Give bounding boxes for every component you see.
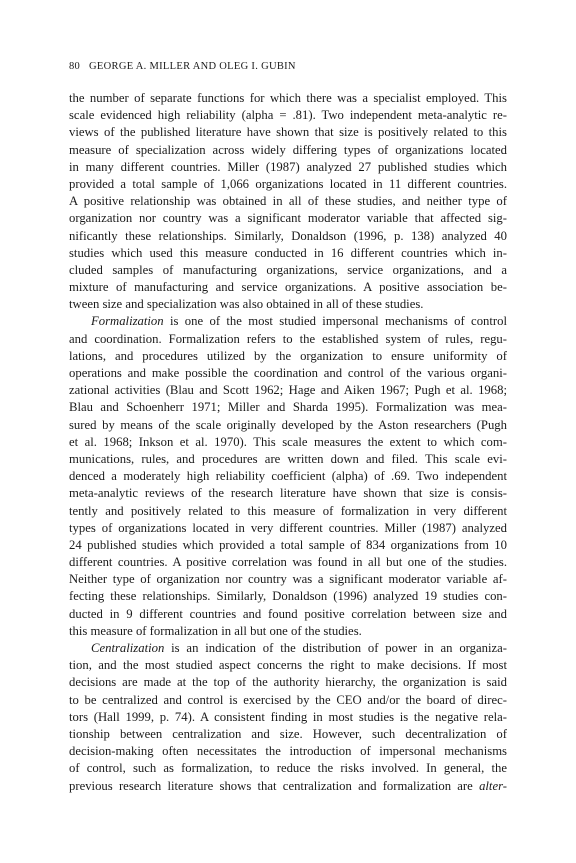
text-line xyxy=(69,348,507,365)
line-text: views of the published literature have shown that size is positively related to this xyxy=(69,125,507,140)
text-line xyxy=(69,726,507,743)
text-line xyxy=(69,537,507,554)
text-line xyxy=(69,554,507,571)
line-text: in many different countries. Miller (1987) analyzed 27 published studies which xyxy=(69,159,507,174)
line-text: is an indication of the distribution of power in an organiza- xyxy=(164,641,507,655)
text-line xyxy=(69,210,507,227)
text-line xyxy=(69,468,507,485)
text-line xyxy=(69,485,507,502)
line-text: cluded samples of manufacturing organizations, service organizations, and a xyxy=(69,262,507,277)
text-line xyxy=(69,228,507,245)
line-text: decisions are made at the top of the authority hierarchy, the organization is said xyxy=(69,675,507,690)
line-text: tionship between centralization and size. However, such decentralization of xyxy=(69,726,507,741)
line-text: tion, and the most studied aspect concerns the right to make decisions. If most xyxy=(69,658,507,673)
text-line xyxy=(69,743,507,760)
line-text: and coordination. Formalization refers to the established system of rules, regu- xyxy=(69,331,507,346)
text-line xyxy=(69,365,507,382)
text-line xyxy=(69,709,507,726)
line-text: of control, such as formalization, to reduce the risks involved. In general, the xyxy=(69,761,507,776)
text-line xyxy=(69,124,507,141)
line-text: scale evidenced high reliability (alpha = .81). Two independent meta-analytic re- xyxy=(69,108,507,123)
text-line xyxy=(69,571,507,588)
text-line xyxy=(69,245,507,262)
line-text: measure of specialization across widely differing types of organizations located xyxy=(69,142,507,157)
text-line xyxy=(69,674,507,691)
text-line xyxy=(69,382,507,399)
text-line xyxy=(69,296,507,313)
line-text: meta-analytic reviews of the research literature have shown that size is consis- xyxy=(69,486,507,501)
text-line xyxy=(69,657,507,674)
line-text: et al. 1968; Inkson et al. 1970). This scale measures the extent to which com- xyxy=(69,434,507,449)
text-line xyxy=(69,399,507,416)
line-text: zational activities (Blau and Scott 1962; Hage and Aiken 1967; Pugh et al. 1968; xyxy=(69,383,507,398)
line-text: tently and positively related to this measure of formalization in very different xyxy=(69,503,507,518)
line-text: previous research literature shows that centralization and formalization are xyxy=(69,778,480,793)
line-text: tors (Hall 1999, p. 74). A consistent finding in most studies is the negative rela- xyxy=(69,709,507,724)
running-head xyxy=(69,61,296,72)
line-text: nificantly these relationships. Similarly, Donaldson (1996, p. 138) analyzed 40 xyxy=(69,228,507,243)
italic-term: Formalization xyxy=(91,314,164,329)
line-text: is one of the most studied impersonal mechanisms of control xyxy=(163,314,507,329)
text-line xyxy=(69,279,507,296)
line-text: Blau and Schoenherr 1971; Miller and Sharda 1995). Formalization was mea- xyxy=(69,400,507,415)
text-line xyxy=(69,503,507,520)
line-text: the number of separate functions for which there was a specialist employed. This xyxy=(69,91,507,105)
line-text: ducted in 9 different countries and found positive correlation between size and xyxy=(69,606,507,621)
text-line xyxy=(69,313,507,330)
text-line xyxy=(69,606,507,623)
text-line xyxy=(69,434,507,451)
body-text xyxy=(69,90,507,795)
line-text: sured by means of the scale originally developed by the Aston researchers (Pugh xyxy=(69,417,507,432)
text-line xyxy=(69,451,507,468)
text-line xyxy=(69,760,507,777)
page-number: 80 xyxy=(69,61,81,72)
line-text: operations and make possible the coordination and control of the various organi- xyxy=(69,366,507,380)
line-text: different countries. A positive correlation was found in all but one of the studies. xyxy=(69,555,507,570)
line-text: types of organizations located in very different countries. Miller (1987) analyzed xyxy=(69,520,507,535)
line-text: tween size and specialization was also obtained in all of these studies. xyxy=(69,297,424,312)
text-line xyxy=(69,692,507,709)
line-text: 24 published studies which provided a total sample of 834 organizations from 10 xyxy=(69,537,507,552)
line-text: lations, and procedures utilized by the organization to ensure uniformity of xyxy=(69,348,507,363)
line-text: A positive relationship was obtained in all of these studies, and neither type of xyxy=(69,194,507,209)
line-text: fecting these relationships. Similarly, Donaldson (1996) analyzed 19 studies con- xyxy=(69,589,507,604)
line-text: organization nor country was a significant moderator variable that affected sig- xyxy=(69,211,507,226)
text-line xyxy=(69,520,507,537)
text-line xyxy=(69,588,507,605)
author-names: GEORGE A. MILLER AND OLEG I. GUBIN xyxy=(89,61,296,72)
text-line xyxy=(69,176,507,193)
text-line xyxy=(69,640,507,657)
text-line xyxy=(69,159,507,176)
text-line xyxy=(69,262,507,279)
text-line xyxy=(69,107,507,124)
text-line xyxy=(69,331,507,348)
line-text: denced a moderately high reliability coefficient (alpha) of .69. Two independent xyxy=(69,469,507,484)
italic-term: alter- xyxy=(479,778,507,793)
line-text: to be centralized and control is exercised by the CEO and/or the board of direc- xyxy=(69,692,507,707)
text-line xyxy=(69,417,507,434)
text-line xyxy=(69,90,507,107)
line-text: this measure of formalization in all but one of the studies. xyxy=(69,623,362,638)
line-text: decision-making often necessitates the introduction of impersonal mechanisms xyxy=(69,744,507,759)
text-line xyxy=(69,623,507,640)
line-text: studies which used this measure conducted in 16 different countries which in- xyxy=(69,245,507,260)
text-line xyxy=(69,193,507,210)
text-line xyxy=(69,778,507,795)
line-text: Neither type of organization nor country was a significant moderator variable af- xyxy=(69,572,507,587)
line-text: provided a total sample of 1,066 organizations located in 11 different countries. xyxy=(69,176,507,191)
italic-term: Centralization xyxy=(91,641,165,655)
text-line xyxy=(69,142,507,159)
line-text: munications, rules, and procedures are written down and filed. This scale evi- xyxy=(69,451,507,466)
line-text: mixture of manufacturing and service organizations. A positive association be- xyxy=(69,280,507,295)
